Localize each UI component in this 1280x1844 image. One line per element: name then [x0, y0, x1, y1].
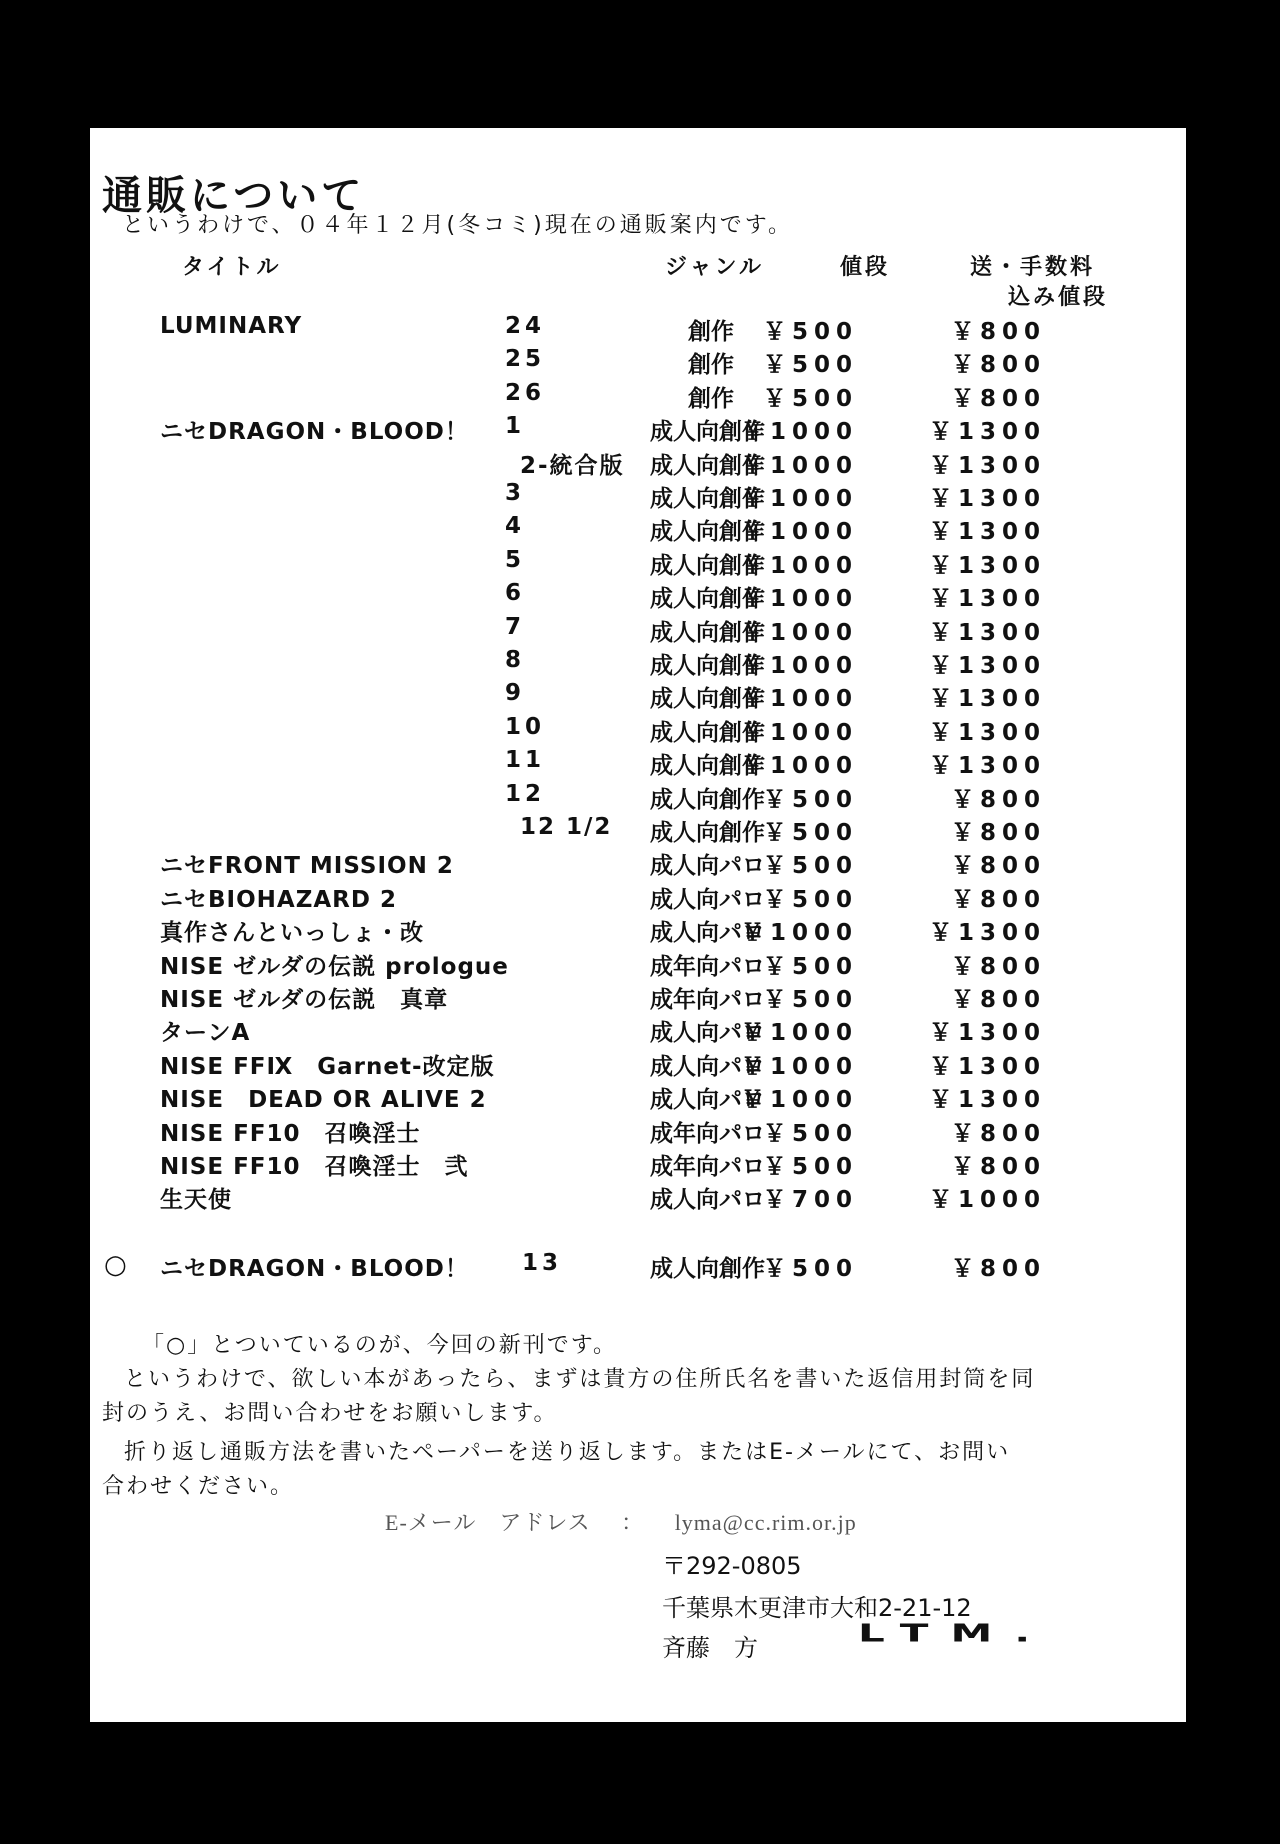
row-genre: 成人向パロ	[650, 886, 765, 913]
row-genre: 創作	[688, 385, 734, 412]
row-shipping-price: ￥800	[950, 820, 1046, 846]
row-price: ￥500	[762, 853, 858, 880]
row-title: ニセBIOHAZARD 2	[160, 886, 397, 913]
table-row	[90, 781, 1186, 814]
note-order-2: 封のうえ、お問い合わせをお願いします。	[102, 1401, 558, 1426]
row-volume: 25	[505, 346, 546, 373]
table-row	[90, 447, 1186, 480]
header-price: 値段	[840, 255, 891, 280]
row-genre: 成人向パロ	[650, 853, 765, 880]
address: 千葉県木更津市大和2-21-12	[662, 1594, 972, 1622]
table-row	[90, 747, 1186, 780]
row-shipping-price: ￥1300	[928, 586, 1046, 613]
row-shipping-price: ￥1300	[928, 686, 1046, 713]
row-title: ニセFRONT MISSION 2	[160, 853, 454, 880]
note-reply-2: 合わせください。	[102, 1474, 295, 1499]
table-row	[90, 513, 1186, 546]
table-row	[90, 847, 1186, 880]
row-shipping-price: ￥1300	[928, 519, 1046, 546]
table-row	[90, 881, 1186, 914]
table-row	[90, 413, 1186, 446]
row-shipping-price: ￥1300	[928, 1053, 1046, 1080]
row-price: ￥500	[762, 1256, 858, 1282]
row-price: ￥1000	[740, 552, 858, 579]
row-shipping-price: ￥1300	[928, 719, 1046, 746]
header-shipping-2: 込み値段	[1008, 285, 1109, 310]
row-title: ターンA	[160, 1020, 251, 1047]
row-genre: 創作	[688, 319, 734, 345]
row-volume: 10	[505, 713, 546, 740]
row-genre: 成人向創作	[650, 753, 765, 780]
row-genre: 成人向パロ	[650, 1053, 765, 1080]
row-shipping-price: ￥800	[950, 853, 1046, 880]
table-row	[90, 313, 1186, 346]
row-price: ￥1000	[740, 1020, 858, 1047]
table-row	[90, 1115, 1186, 1148]
email-address[interactable]: lyma@cc.rim.or.jp	[674, 1510, 857, 1535]
table-row	[90, 614, 1186, 647]
row-genre: 成人向創作	[650, 419, 765, 446]
row-genre: 成人向創作	[650, 552, 765, 579]
email-line	[385, 1506, 857, 1537]
row-shipping-price: ￥800	[950, 953, 1046, 980]
row-price: ￥500	[762, 786, 858, 813]
new-release-row	[90, 1250, 1186, 1283]
row-title: NISE FFⅨ Garnet-改定版	[160, 1053, 495, 1080]
header-genre: ジャンル	[665, 255, 765, 280]
row-volume: 24	[505, 313, 546, 339]
row-shipping-price: ￥1300	[928, 1020, 1046, 1047]
row-genre: 成人向創作	[650, 786, 765, 813]
table-row	[90, 1148, 1186, 1181]
row-price: ￥1000	[740, 753, 858, 780]
note-order-1: というわけで、欲しい本があったら、まずは貴方の住所氏名を書いた返信用封筒を同	[124, 1367, 1036, 1392]
row-price: ￥1000	[740, 519, 858, 546]
row-genre: 成人向創作	[650, 719, 765, 746]
table-row	[90, 346, 1186, 379]
row-shipping-price: ￥800	[950, 1120, 1046, 1147]
row-price: ￥1000	[740, 920, 858, 947]
row-price: ￥1000	[740, 653, 858, 679]
row-price: ￥500	[762, 1154, 858, 1180]
row-genre: 成人向創作	[650, 1256, 765, 1282]
table-row	[90, 914, 1186, 947]
table-row	[90, 580, 1186, 613]
row-genre: 成年向パロ	[650, 1154, 765, 1180]
row-price: ￥500	[762, 987, 858, 1013]
row-price: ￥500	[762, 385, 858, 412]
row-price: ￥1000	[740, 619, 858, 646]
page-title: 通販について	[102, 173, 366, 219]
row-title: NISE ゼルダの伝説 prologue	[160, 953, 509, 980]
row-shipping-price: ￥1300	[928, 619, 1046, 646]
circle-logo: LTM.	[858, 1618, 1053, 1648]
row-genre: 成人向創作	[650, 486, 765, 512]
row-shipping-price: ￥1300	[928, 653, 1046, 679]
row-volume: 4	[505, 513, 526, 540]
row-shipping-price: ￥1300	[928, 452, 1046, 479]
row-volume: 2-統合版	[520, 452, 625, 479]
header-title: タイトル	[182, 255, 282, 280]
row-title: NISE FF10 召喚淫士 弐	[160, 1154, 469, 1180]
row-title: ニセDRAGON・BLOOD！	[160, 1256, 469, 1282]
postal-code: 〒292-0805	[662, 1552, 802, 1580]
row-shipping-price: ￥800	[950, 319, 1046, 345]
row-volume: 9	[505, 680, 526, 707]
row-title: 真作さんといっしょ・改	[160, 920, 424, 947]
row-price: ￥1000	[740, 1053, 858, 1080]
table-row	[90, 981, 1186, 1014]
note-reply-1: 折り返し通販方法を書いたペーパーを送り返します。またはE-メールにて、お問い	[124, 1440, 1011, 1465]
table-row	[90, 647, 1186, 680]
row-price: ￥1000	[740, 586, 858, 613]
table-row	[90, 1014, 1186, 1047]
row-shipping-price: ￥800	[950, 786, 1046, 813]
row-volume: 11	[505, 747, 546, 774]
row-genre: 成人向パロ	[650, 1020, 765, 1047]
row-price: ￥1000	[740, 686, 858, 713]
row-shipping-price: ￥800	[950, 987, 1046, 1013]
row-genre: 成人向創作	[650, 619, 765, 646]
care-of: 斉藤 方	[662, 1634, 758, 1662]
table-row	[90, 714, 1186, 747]
row-price: ￥500	[762, 886, 858, 913]
row-title: NISE DEAD OR ALIVE 2	[160, 1087, 487, 1114]
row-price: ￥1000	[740, 486, 858, 512]
table-row	[90, 1048, 1186, 1081]
row-shipping-price: ￥800	[950, 1154, 1046, 1180]
row-price: ￥500	[762, 319, 858, 345]
row-shipping-price: ￥800	[950, 385, 1046, 412]
row-genre: 成人向パロ	[650, 920, 765, 947]
row-shipping-price: ￥1300	[928, 552, 1046, 579]
row-volume: 12 1/2	[520, 814, 613, 840]
row-title: NISE FF10 召喚淫士	[160, 1120, 421, 1147]
row-price: ￥500	[762, 1120, 858, 1147]
row-price: ￥1000	[740, 1087, 858, 1114]
table-row	[90, 1081, 1186, 1114]
row-shipping-price: ￥1300	[928, 419, 1046, 446]
row-shipping-price: ￥800	[950, 886, 1046, 913]
table-row	[90, 547, 1186, 580]
row-volume: 12	[505, 780, 546, 807]
row-price: ￥500	[762, 953, 858, 980]
row-genre: 成年向パロ	[650, 1120, 765, 1147]
row-genre: 成人向創作	[650, 586, 765, 613]
row-price: ￥500	[762, 820, 858, 846]
row-shipping-price: ￥1300	[928, 1087, 1046, 1114]
table-row	[90, 680, 1186, 713]
row-genre: 成年向パロ	[650, 953, 765, 980]
row-shipping-price: ￥1300	[928, 486, 1046, 512]
row-title: LUMINARY	[160, 313, 303, 339]
row-genre: 成人向創作	[650, 653, 765, 679]
row-shipping-price: ￥800	[950, 1256, 1046, 1282]
table-row	[90, 380, 1186, 413]
row-price: ￥1000	[740, 719, 858, 746]
note-new-release: 「○」とついているのが、今回の新刊です。	[142, 1333, 617, 1358]
row-volume: 5	[505, 546, 526, 573]
row-genre: 成人向パロ	[650, 1087, 765, 1114]
row-shipping-price: ￥1300	[928, 920, 1046, 947]
row-price: ￥1000	[740, 452, 858, 479]
row-volume: 8	[505, 647, 526, 673]
row-genre: 成人向創作	[650, 519, 765, 546]
new-mark-icon: ○	[104, 1250, 127, 1280]
row-genre: 成年向パロ	[650, 987, 765, 1013]
row-shipping-price: ￥800	[950, 352, 1046, 379]
row-volume: 3	[505, 480, 526, 506]
row-volume: 6	[505, 580, 526, 607]
table-row	[90, 948, 1186, 981]
row-genre: 創作	[688, 352, 734, 379]
flyer-page	[90, 128, 1186, 1722]
intro-text: というわけで、０４年１２月(冬コミ)現在の通販案内です。	[122, 213, 793, 238]
row-genre: 成人向創作	[650, 820, 765, 846]
row-volume: 7	[505, 613, 526, 640]
header-shipping: 送・手数料	[970, 255, 1096, 280]
row-price: ￥1000	[740, 419, 858, 446]
row-title: NISE ゼルダの伝説 真章	[160, 987, 449, 1013]
row-genre: 成人向パロ	[650, 1187, 765, 1214]
row-genre: 成人向創作	[650, 452, 765, 479]
email-label: E-メール アドレス	[385, 1510, 591, 1535]
row-genre: 成人向創作	[650, 686, 765, 713]
row-title: 生天使	[160, 1187, 232, 1214]
table-row	[90, 1181, 1186, 1214]
row-price: ￥700	[762, 1187, 858, 1214]
row-price: ￥500	[762, 352, 858, 379]
row-volume: 13	[522, 1250, 563, 1276]
row-volume: 1	[505, 413, 526, 440]
table-row	[90, 814, 1186, 847]
row-shipping-price: ￥1000	[928, 1187, 1046, 1214]
row-volume: 26	[505, 379, 546, 406]
table-row	[90, 480, 1186, 513]
row-title: ニセDRAGON・BLOOD！	[160, 419, 469, 446]
email-colon: ：	[621, 1510, 645, 1535]
row-shipping-price: ￥1300	[928, 753, 1046, 780]
